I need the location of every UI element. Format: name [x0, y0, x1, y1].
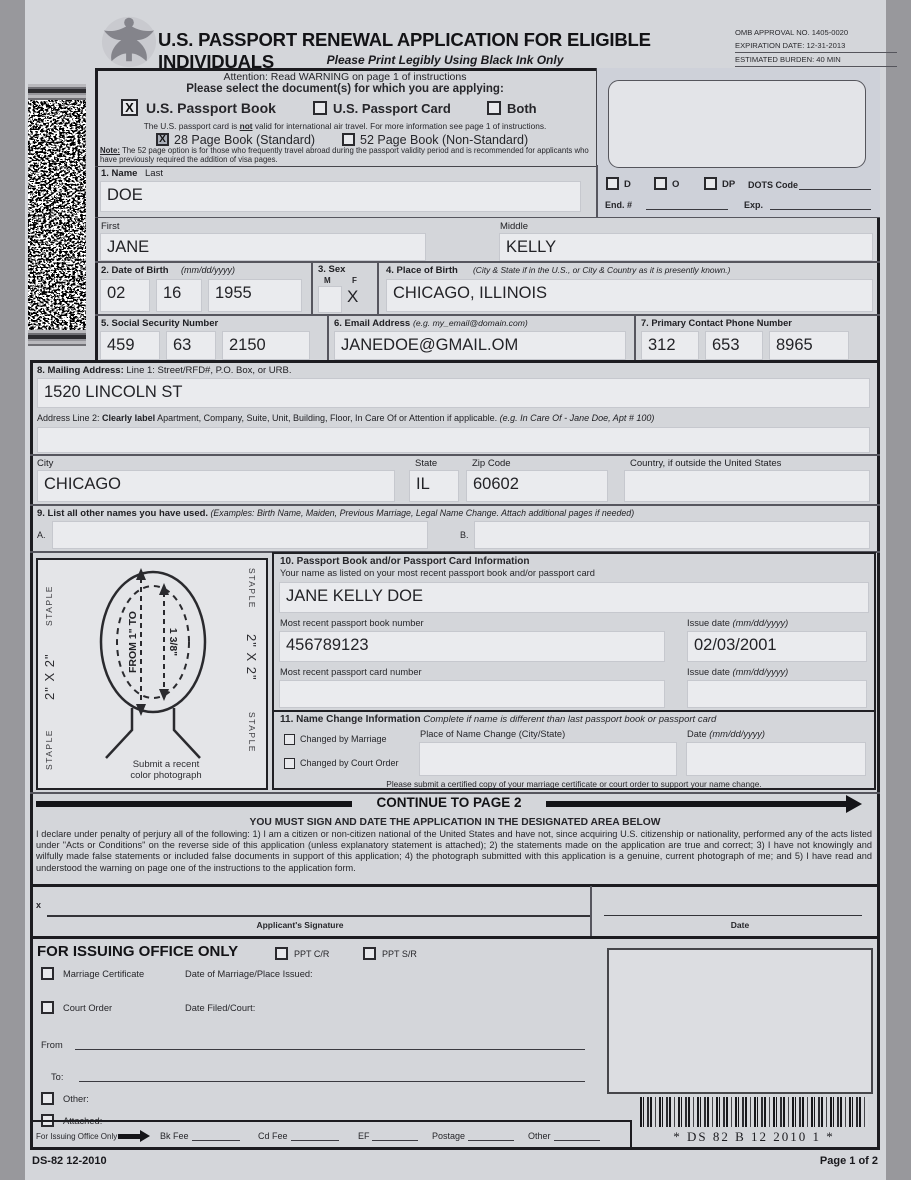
photo-from-to-label: FROM 1" TO: [127, 611, 139, 673]
court-order-label: Court Order: [63, 1003, 113, 1013]
name-change-date-field[interactable]: [686, 742, 866, 776]
other-name-b-label: B.: [460, 530, 469, 540]
code-d-checkbox[interactable]: [606, 177, 619, 190]
email-label: 6. Email Address: [334, 318, 411, 329]
other-name-a-field[interactable]: [52, 521, 428, 549]
ppt-cr-checkbox[interactable]: [275, 947, 288, 960]
book-number-field[interactable]: 456789123: [279, 631, 665, 662]
phone2-field[interactable]: 653: [705, 331, 763, 360]
pob-label: 4. Place of Birth: [386, 265, 458, 276]
barcode-top-stripes: [28, 84, 86, 100]
fee-arrow-right-icon: [140, 1130, 150, 1142]
first-name-field[interactable]: JANE: [100, 233, 426, 261]
card-number-label: Most recent passport card number: [280, 667, 422, 677]
from-line[interactable]: [75, 1038, 585, 1050]
banner-right-bar: [546, 801, 846, 807]
changed-by-court-order-checkbox[interactable]: [284, 758, 295, 769]
sex-f-value[interactable]: X: [347, 287, 359, 306]
country-label: Country, if outside the United States: [630, 458, 782, 469]
email-field[interactable]: JANEDOE@GMAIL.OM: [334, 331, 626, 360]
photo-submit-line2: color photograph: [130, 769, 202, 781]
changed-by-marriage-label: Changed by Marriage: [300, 734, 387, 744]
ef-label: EF: [358, 1131, 370, 1141]
phone1-field[interactable]: 312: [641, 331, 699, 360]
name-change-title: 11. Name Change Information Complete if name is different than last passport book or passport card: [280, 714, 717, 725]
last-name-label: Last: [145, 168, 163, 179]
ppt-sr-checkbox[interactable]: [363, 947, 376, 960]
book-52-checkbox[interactable]: [342, 133, 355, 146]
passport-info-title: 10. Passport Book and/or Passport Card Information: [280, 556, 530, 567]
passport-book-label: U.S. Passport Book: [146, 100, 276, 116]
dots-code-line[interactable]: [799, 178, 871, 190]
book-52-label: 52 Page Book (Non-Standard): [360, 133, 529, 147]
signature-x-label: x: [36, 900, 42, 910]
exp-line[interactable]: [770, 198, 871, 210]
passport-card-checkbox[interactable]: [313, 101, 327, 115]
last-name-field[interactable]: DOE: [100, 181, 581, 212]
book-28-label: 28 Page Book (Standard): [174, 133, 316, 147]
photo-head-diagram: [94, 562, 212, 766]
both-label: Both: [507, 101, 537, 116]
book-issue-date-label: Issue date (mm/dd/yyyy): [687, 618, 789, 628]
code-dp-label: DP: [722, 179, 736, 190]
fee-arrow-shaft: [118, 1134, 140, 1139]
signature-line[interactable]: [47, 915, 592, 917]
declaration-text: I declare under penalty of perjury all of the following: 1) I am a citizen or non-citizen national of the United States and have not, since acquiring U.S. citizenship or nationality, performed any of the acts listed under "Acts or Conditions" on the reverse side of this application (unless explanatory statement is attached); 2) the statements made on the application are true and correct; 3) I have not knowingly and wilfully made false statements or included false documents in support of this application; 4) the photograph submitted with this application is a genuine, current photograph of me; and 5) I have read and understood the warning on page one of the instructions to the application form.: [36, 829, 872, 873]
barcode-1d: [640, 1097, 868, 1127]
banner-arrow-right-icon: [846, 795, 862, 813]
other-name-b-field[interactable]: [474, 521, 870, 549]
passport-name-field[interactable]: JANE KELLY DOE: [279, 582, 869, 613]
sign-heading: YOU MUST SIGN AND DATE THE APPLICATION IN THE DESIGNATED AREA BELOW: [249, 817, 661, 828]
dob-format: (mm/dd/yyyy): [181, 265, 235, 275]
staple-bottom-left: STAPLE: [44, 729, 54, 770]
photo-submit-line1: Submit a recent: [132, 759, 200, 770]
pob-field[interactable]: CHICAGO, ILLINOIS: [386, 279, 873, 312]
ppt-cr-label: PPT C/R: [294, 949, 330, 959]
both-checkbox[interactable]: [487, 101, 501, 115]
passport-name-label: Your name as listed on your most recent passport book and/or passport card: [280, 568, 595, 578]
state-label: State: [415, 458, 438, 469]
name-change-note: Please submit a certified copy of your marriage certificate or court order to support your name change.: [386, 779, 762, 789]
zip-field[interactable]: 60602: [466, 470, 608, 502]
staple-bottom-right: STAPLE: [247, 712, 257, 753]
dob-day-field[interactable]: 16: [156, 279, 202, 312]
code-d-label: D: [624, 179, 631, 190]
staple-top-left: STAPLE: [44, 585, 54, 626]
middle-name-field[interactable]: KELLY: [499, 233, 873, 261]
great-seal-eagle-icon: [100, 11, 158, 69]
pdf417-barcode: [28, 84, 86, 346]
form-number: DS-82 12-2010: [32, 1155, 107, 1167]
attention-select-prompt: Please select the document(s) for which you are applying:: [186, 83, 504, 95]
exp-label: Exp.: [744, 200, 764, 210]
photo-size-right: 2" X 2": [244, 634, 259, 681]
bk-fee-line[interactable]: [192, 1129, 240, 1141]
middle-name-label: Middle: [500, 221, 528, 232]
card-validity-note: The U.S. passport card is not valid for international air travel. For more information see page 1 of instructions.: [143, 121, 547, 131]
dob-label: 2. Date of Birth: [101, 265, 169, 276]
changed-by-marriage-checkbox[interactable]: [284, 734, 295, 745]
photo-size-left: 2" X 2": [42, 653, 57, 700]
phone3-field[interactable]: 8965: [769, 331, 849, 360]
sex-f-label: F: [352, 276, 357, 285]
page-indicator: Page 1 of 2: [819, 1155, 878, 1167]
ef-line[interactable]: [372, 1129, 418, 1141]
date-line[interactable]: [604, 915, 862, 916]
book-issue-date-field[interactable]: 02/03/2001: [687, 631, 867, 662]
state-field[interactable]: IL: [409, 470, 459, 502]
cd-fee-label: Cd Fee: [258, 1131, 288, 1141]
card-number-field[interactable]: [279, 680, 665, 708]
omb-approval: OMB APPROVAL NO. 1405-0020: [735, 28, 849, 37]
address-line2-label: Address Line 2: Clearly label Apartment, Company, Suite, Unit, Building, Floor, In Care Of or Attention if applicable. (e.g. In Care Of - Jane Doe, Apt # 100): [37, 413, 655, 423]
omb-expiration: EXPIRATION DATE: 12-31-2013: [735, 39, 897, 53]
page-title: U.S. PASSPORT RENEWAL APPLICATION FOR ELIGIBLE INDIVIDUALS: [158, 29, 651, 72]
code-dp-checkbox[interactable]: [704, 177, 717, 190]
dob-year-field[interactable]: 1955: [208, 279, 302, 312]
book-number-label: Most recent passport book number: [280, 618, 424, 628]
other-name-a-label: A.: [37, 530, 46, 540]
office-stamp-area: [608, 80, 866, 168]
code-o-checkbox[interactable]: [654, 177, 667, 190]
other-names-label: 9. List all other names you have used. (Examples: Birth Name, Maiden, Previous Marriage, Legal Name Change. Attach additional pages if needed): [37, 508, 635, 519]
omb-burden: ESTIMATED BURDEN: 40 MIN: [735, 53, 897, 67]
to-label: To:: [51, 1072, 64, 1082]
photo-height-label: 1 3/8": [167, 627, 179, 657]
ssn2-field[interactable]: 63: [166, 331, 216, 360]
name-section-label: 1. Name: [101, 168, 138, 179]
card-issue-date-label: Issue date (mm/dd/yyyy): [687, 667, 789, 677]
barcode-bottom-stripes: [28, 330, 86, 346]
cd-fee-line[interactable]: [291, 1129, 339, 1141]
ssn3-field[interactable]: 2150: [222, 331, 310, 360]
mailing-address-label: 8. Mailing Address: Line 1: Street/RFD#, P.O. Box, or URB.: [37, 365, 292, 376]
end-no-line[interactable]: [646, 198, 728, 210]
banner-left-bar: [36, 801, 352, 807]
dob-month-field[interactable]: 02: [100, 279, 150, 312]
ppt-sr-label: PPT S/R: [382, 949, 417, 959]
name-change-date-label: Date (mm/dd/yyyy): [687, 729, 766, 739]
other-checkbox[interactable]: [41, 1092, 54, 1105]
signature-date-label: Date: [730, 920, 750, 930]
email-format: (e.g. my_email@domain.com): [413, 318, 528, 328]
zip-label: Zip Code: [472, 458, 511, 469]
changed-by-court-order-label: Changed by Court Order: [300, 758, 399, 768]
marriage-certificate-label: Marriage Certificate: [63, 969, 145, 979]
postage-label: Postage: [432, 1131, 466, 1141]
applicant-signature-label: Applicant's Signature: [256, 920, 344, 930]
ssn1-field[interactable]: 459: [100, 331, 160, 360]
pob-format: (City & State if in the U.S., or City & Country as it is presently known.): [473, 265, 731, 275]
date-of-marriage-label: Date of Marriage/Place Issued:: [185, 969, 313, 979]
country-field[interactable]: [624, 470, 870, 502]
address-line2-field[interactable]: [37, 427, 870, 453]
continue-banner: CONTINUE TO PAGE 2: [376, 795, 522, 810]
address-line1-field[interactable]: 1520 LINCOLN ST: [37, 378, 870, 408]
sex-m-label: M: [324, 276, 331, 285]
place-of-name-change-label: Place of Name Change (City/State): [420, 729, 566, 739]
marriage-certificate-checkbox[interactable]: [41, 967, 54, 980]
first-name-label: First: [101, 221, 120, 232]
court-order-checkbox[interactable]: [41, 1001, 54, 1014]
dots-code-label: DOTS Code: [748, 180, 799, 190]
attached-label: Attached:: [63, 1116, 103, 1126]
to-line[interactable]: [79, 1070, 585, 1082]
ssn-label: 5. Social Security Number: [101, 318, 219, 329]
passport-book-checkbox[interactable]: X: [121, 99, 138, 116]
page-option-note: Note: The 52 page option is for those who frequently travel abroad during the passport validity period and is recommended for applicants who have previously required the addition of visa pages.: [100, 146, 589, 164]
city-field[interactable]: CHICAGO: [37, 470, 395, 502]
postage-line[interactable]: [468, 1129, 514, 1141]
attention-warning: Attention: Read WARNING on page 1 of instructions: [223, 71, 467, 83]
fee-strip-label: For Issuing Office Only: [36, 1132, 118, 1141]
issuing-office-stamp-box: [607, 948, 873, 1094]
book-28-checkbox[interactable]: X: [156, 133, 169, 146]
page-subtitle: Please Print Legibly Using Black Ink Only: [326, 53, 564, 67]
issuing-office-title: FOR ISSUING OFFICE ONLY: [37, 943, 239, 960]
sex-label: 3. Sex: [318, 264, 346, 275]
sex-m-field[interactable]: [318, 286, 342, 313]
other-label: Other:: [63, 1094, 89, 1104]
code-o-label: O: [672, 179, 680, 190]
card-issue-date-field[interactable]: [687, 680, 867, 708]
city-label: City: [37, 458, 54, 469]
fee-other-label: Other: [528, 1131, 551, 1141]
end-no-label: End. #: [605, 200, 633, 210]
barcode-text: * DS 82 B 12 2010 1 *: [673, 1129, 835, 1144]
phone-label: 7. Primary Contact Phone Number: [641, 318, 792, 328]
passport-card-label: U.S. Passport Card: [333, 101, 451, 116]
bk-fee-label: Bk Fee: [160, 1131, 189, 1141]
date-filed-label: Date Filed/Court:: [185, 1003, 256, 1013]
staple-top-right: STAPLE: [247, 568, 257, 609]
fee-other-line[interactable]: [554, 1129, 600, 1141]
place-of-name-change-field[interactable]: [419, 742, 677, 776]
from-label: From: [41, 1040, 63, 1050]
